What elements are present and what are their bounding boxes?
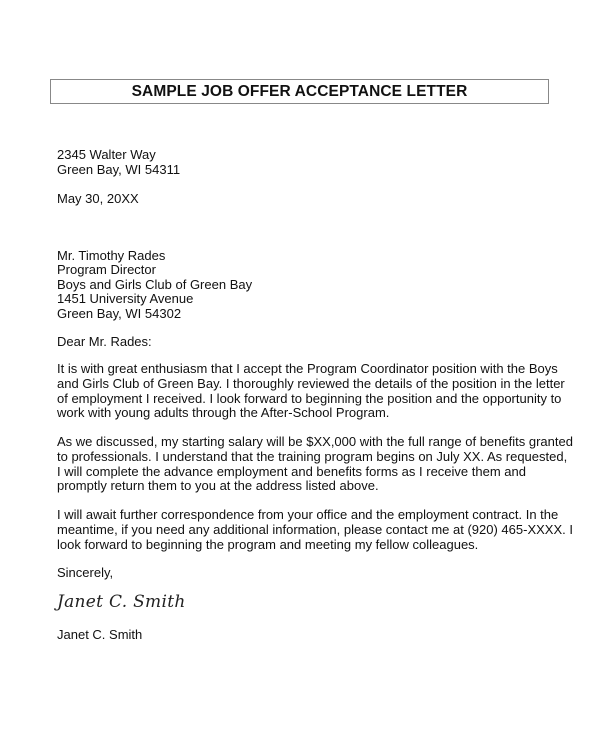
sender-city: Green Bay, WI 54311 xyxy=(57,162,181,177)
body-paragraph-3 xyxy=(57,507,573,552)
sender-street: 2345 Walter Way xyxy=(57,147,156,162)
recipient-title: Program Director xyxy=(57,262,156,277)
paragraph-line: I will await further correspondence from your office and the employment contract. In the xyxy=(57,507,559,522)
paragraph-line: look forward to beginning the program and meeting my fellow colleagues. xyxy=(57,536,479,552)
letter-title: SAMPLE JOB OFFER ACCEPTANCE LETTER xyxy=(50,79,549,104)
closing: Sincerely, xyxy=(57,565,114,580)
paragraph-line: As we discussed, my starting salary will be $XX,000 with the full range of benefits granted xyxy=(57,434,573,449)
paragraph-line: meantime, if you need any additional information, please contact me at (920) 465-XXXX. I xyxy=(57,521,573,537)
handwritten-signature: Janet C. Smith xyxy=(57,592,186,612)
recipient-city: Green Bay, WI 54302 xyxy=(57,306,182,321)
salutation: Dear Mr. Rades: xyxy=(57,334,152,349)
paragraph-line: of employment I received. I look forward to beginning the position and the opportunity to xyxy=(57,390,562,406)
body-paragraph-1 xyxy=(57,361,565,421)
recipient-name: Mr. Timothy Rades xyxy=(57,248,166,263)
recipient-organization: Boys and Girls Club of Green Bay xyxy=(57,277,253,292)
paragraph-line: work with young adults through the After-School Program. xyxy=(57,405,390,421)
body-paragraph-2 xyxy=(57,434,573,494)
signer-name: Janet C. Smith xyxy=(57,627,143,642)
paragraph-line: I will complete the advance employment and benefits forms as I receive them and xyxy=(57,463,526,479)
letter-date: May 30, 20XX xyxy=(57,191,139,206)
paragraph-line: promptly return them to you at the address listed above. xyxy=(57,478,379,494)
paragraph-line: and Girls Club of Green Bay. I thoroughly reviewed the details of the position in the letter xyxy=(57,375,565,391)
paragraph-line: It is with great enthusiasm that I accept the Program Coordinator position with the Boys xyxy=(57,361,558,376)
paragraph-line: to professionals. I understand that the training program begins on July XX. As requested, xyxy=(57,448,568,464)
recipient-street: 1451 University Avenue xyxy=(57,291,194,306)
